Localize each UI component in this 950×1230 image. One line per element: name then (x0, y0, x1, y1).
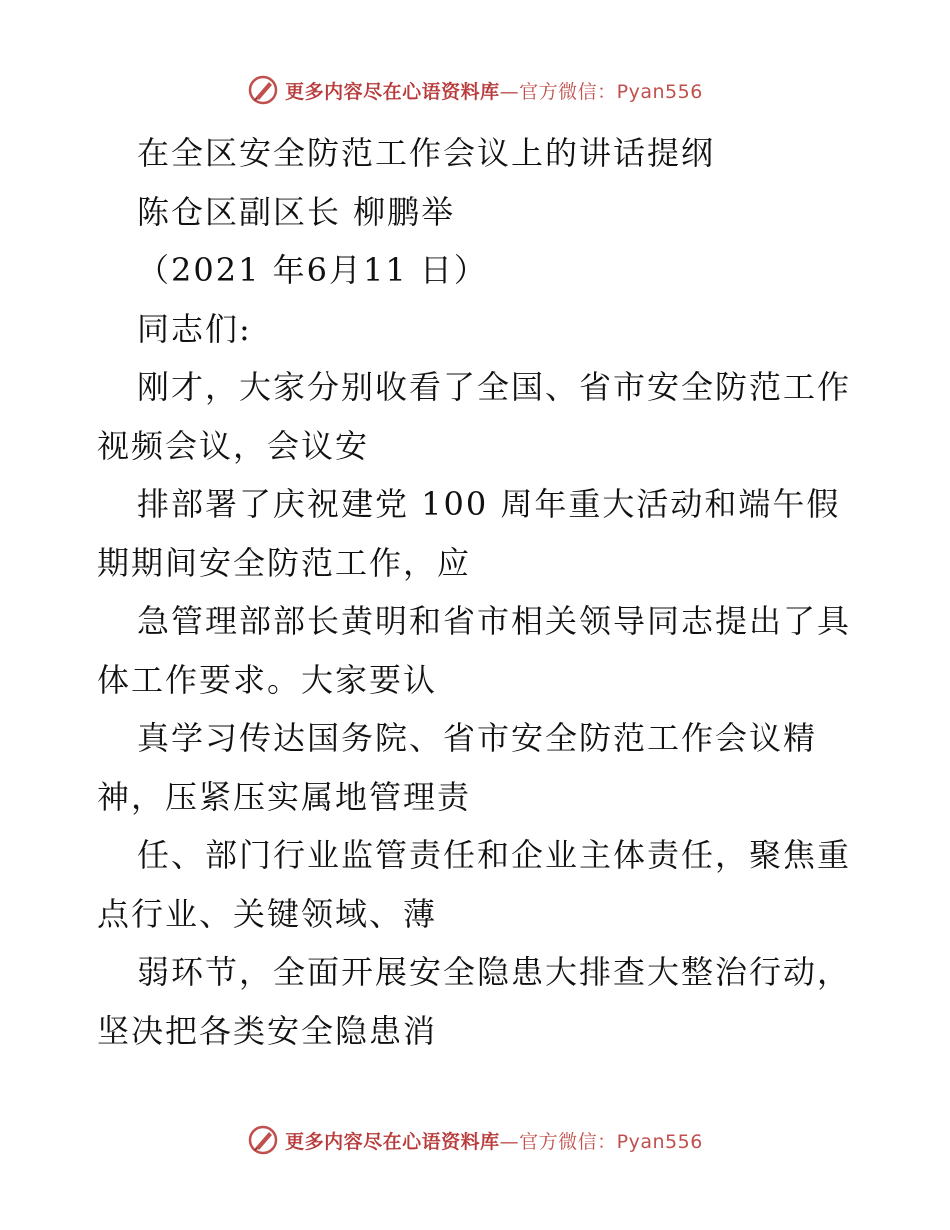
quill-logo-icon (247, 74, 279, 106)
watermark-brand: 更多内容尽在心语资料库 (285, 80, 500, 103)
watermark-separator: — (499, 80, 520, 103)
paragraph-line: 刚才，大家分别收看了全国、省市安全防范工作 (137, 368, 852, 406)
document-body (97, 124, 857, 1060)
paragraph-line: 体工作要求。大家要认 (97, 660, 438, 699)
watermark-brand: 更多内容尽在心语资料库 (285, 1130, 500, 1153)
speaker-line: 陈仓区副区长 柳鹏举 (137, 192, 456, 231)
paragraph-line: 任、部门行业监管责任和企业主体责任，聚焦重 (137, 836, 852, 874)
speech-title: 在全区安全防范工作会议上的讲话提纲 (137, 134, 716, 172)
paragraph-line: 神，压紧压实属地管理责 (97, 777, 472, 816)
paragraph-line: 真学习传达国务院、省市安全防范工作会议精 (137, 719, 818, 757)
paragraph-line: 弱环节，全面开展安全隐患大排查大整治行动， (137, 953, 852, 991)
quill-logo-icon (247, 1124, 279, 1156)
footer-watermark (0, 1120, 950, 1160)
paragraph-line: 点行业、关键领域、薄 (97, 894, 438, 933)
watermark-separator: — (499, 1130, 520, 1153)
watermark-text (285, 77, 703, 104)
header-watermark (0, 70, 950, 110)
date-line: （2021 年6月11 日） (137, 251, 488, 289)
paragraph-line: 排部署了庆祝建党 100 周年重大活动和端午假 (137, 485, 841, 523)
watermark-contact: 官方微信：Pyan556 (519, 1130, 703, 1153)
watermark-contact: 官方微信：Pyan556 (519, 80, 703, 103)
paragraph-line: 期期间安全防范工作，应 (97, 543, 472, 582)
paragraph-line: 急管理部部长黄明和省市相关领导同志提出了具 (137, 602, 852, 640)
paragraph-line: 坚决把各类安全隐患消 (97, 1011, 438, 1050)
watermark-text (285, 1127, 703, 1154)
salutation: 同志们: (137, 309, 252, 348)
paragraph-line: 视频会议，会议安 (97, 426, 370, 465)
